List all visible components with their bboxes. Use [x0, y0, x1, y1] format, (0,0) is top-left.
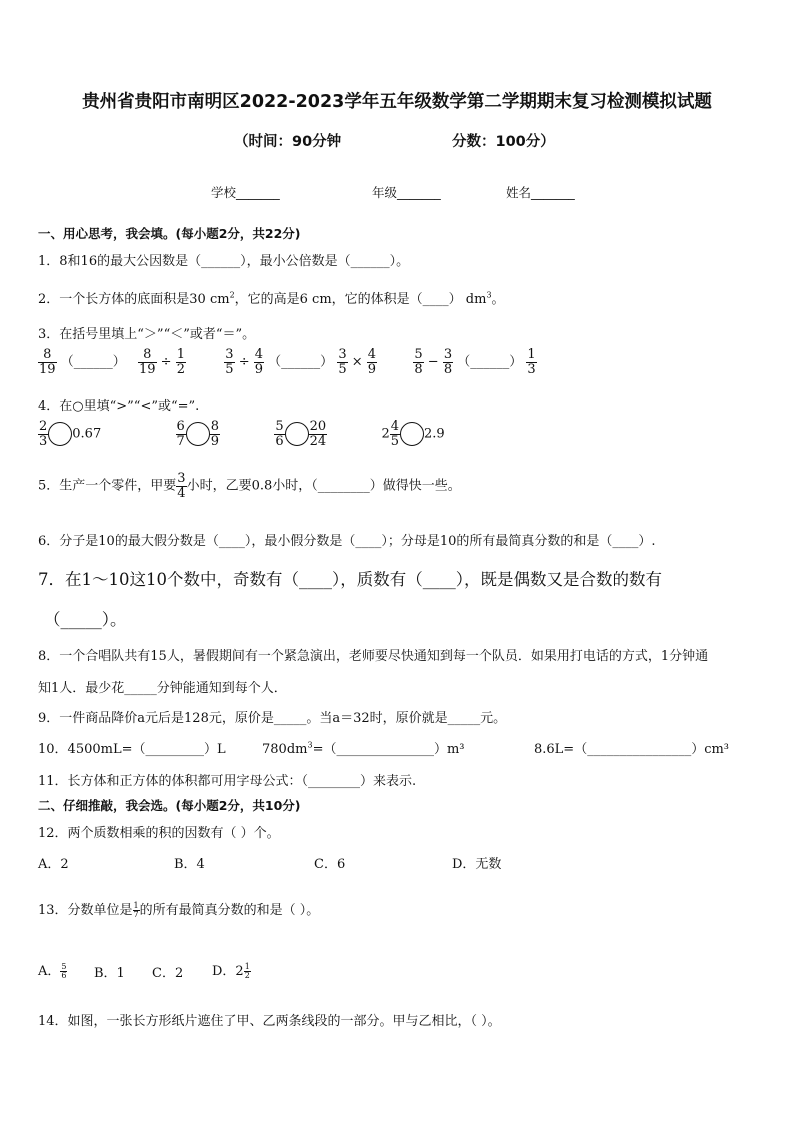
q12-option-c[interactable]: C．6: [314, 857, 346, 872]
question-12-stem: 12．两个质数相乘的积的因数有（ ）个。: [38, 826, 280, 841]
q2-sup-1: 2: [229, 290, 235, 300]
time-label: （时间：90分钟: [234, 134, 342, 150]
q13-option-d[interactable]: [212, 960, 251, 980]
section-2-heading: 二、仔细推敲，我会选。(每小题2分，共10分): [38, 798, 301, 813]
q5-text-pre: 5．生产一个零件，甲要: [38, 478, 177, 494]
q3-frac-f: $\frac{1}{3}$: [527, 347, 536, 377]
q4-frac-b2: $\frac{8}{9}$: [210, 419, 220, 449]
score-label: 分数：100分）: [452, 134, 555, 150]
question-7-line-1: 7．在1～10这10个数中，奇数有（____），质数有（____），既是偶数又是合数的数有: [38, 570, 662, 589]
question-10-b: [262, 738, 465, 757]
compare-circle-c[interactable]: [285, 422, 309, 446]
q13-option-c[interactable]: C．2: [152, 966, 184, 981]
q3-blank-e[interactable]: （______）: [457, 354, 523, 370]
q13-d-label: D．2: [212, 964, 244, 979]
q3-frac-b2: $\frac{1}{2}$: [176, 347, 185, 377]
question-8-line-2: 知1人．最少花_____分钟能通知到每个人．: [38, 681, 287, 696]
q2-sup-2: 3: [486, 290, 492, 300]
question-7-line-2: （_____）。: [44, 610, 127, 629]
q13-a-label: A．: [38, 964, 61, 979]
q13-option-b[interactable]: B．1: [94, 966, 125, 981]
q4-value-a: 0.67: [72, 426, 102, 442]
q5-frac: $\frac{3}{4}$: [177, 471, 186, 501]
page-title: 贵州省贵阳市南明区2022-2023学年五年级数学第二学期期末复习检测模拟试题: [82, 92, 712, 112]
q4-frac-c1: $\frac{5}{6}$: [275, 419, 284, 449]
q13-text-post: 的所有最简真分数的和是（ ）。: [139, 903, 320, 918]
compare-circle-b[interactable]: [186, 422, 210, 446]
q3-blank-c[interactable]: （______）: [268, 354, 334, 370]
question-1: 1．8和16的最大公因数是（______），最小公倍数是（______）。: [38, 254, 410, 269]
q12-option-d[interactable]: D．无数: [452, 857, 502, 872]
q4-frac-c2: $\frac{20}{24}$: [309, 419, 327, 449]
q10-b-sup: 3: [307, 740, 313, 750]
question-2: [38, 288, 505, 307]
q13-a-frac: $\frac{5}{6}$: [61, 961, 67, 980]
q13-d-frac: $\frac{1}{2}$: [244, 961, 250, 980]
q10-b-pre: 780dm: [262, 742, 308, 757]
q13-text-pre: 13．分数单位是: [38, 903, 133, 918]
question-14: 14．如图，一张长方形纸片遮住了甲、乙两条线段的一部分。甲与乙相比，（ ）。: [38, 1014, 501, 1029]
q4-whole-d: 2: [381, 426, 390, 442]
q12-option-b[interactable]: B．4: [174, 857, 205, 872]
compare-circle-d[interactable]: [400, 422, 424, 446]
question-6: 6．分子是10的最大假分数是（____），最小假分数是（____）；分母是10的所有最简真分数的和是（____）.: [38, 534, 656, 549]
q12-option-a[interactable]: A．2: [38, 857, 69, 872]
q3-frac-d2: $\frac{4}{9}$: [367, 347, 377, 377]
q10-b-post: =（_______________）m³: [312, 742, 465, 757]
question-11: 11．长方体和正方体的体积都可用字母公式：（________）来表示.: [38, 774, 417, 789]
q4-frac-b1: $\frac{6}{7}$: [176, 419, 185, 449]
q3-frac-c2: $\frac{4}{9}$: [254, 347, 264, 377]
q3-op-d: ×: [351, 354, 363, 370]
question-13-stem: [38, 899, 319, 919]
q5-text-post: 小时，乙要0.8小时，（________）做得快一些。: [186, 478, 461, 494]
q3-op-e: −: [427, 354, 439, 370]
q3-op-c: ÷: [238, 354, 250, 370]
section-1-heading: 一、用心思考，我会填。(每小题2分，共22分): [38, 226, 301, 241]
q4-value-d: 2.9: [424, 426, 445, 442]
q3-frac-e1: $\frac{5}{8}$: [414, 347, 423, 377]
q3-frac-d1: $\frac{3}{5}$: [338, 347, 347, 377]
q3-blank-a[interactable]: （______）: [60, 354, 126, 370]
question-5: [38, 472, 461, 500]
q4-frac-a: $\frac{2}{3}$: [39, 419, 48, 449]
name-field[interactable]: 姓名_______: [506, 185, 575, 200]
question-10-a: 10．4500mL=（_________）L: [38, 742, 226, 757]
question-10-c: 8.6L=（________________）cm³: [534, 742, 730, 757]
question-3-stem: 3．在括号里填上“＞”“＜”或者“＝”。: [38, 327, 256, 342]
school-field[interactable]: 学校_______: [211, 185, 280, 200]
q3-frac-e2: $\frac{3}{8}$: [443, 347, 453, 377]
question-4-items: [38, 420, 445, 448]
compare-circle-a[interactable]: [48, 422, 72, 446]
q13-option-a[interactable]: [38, 960, 67, 980]
q2-text-mid: ，它的高是6 cm，它的体积是（____） dm: [234, 292, 487, 307]
q13-frac: $\frac{1}{7}$: [133, 900, 139, 919]
q3-frac-c1: $\frac{3}{5}$: [225, 347, 234, 377]
q3-frac-a: $\frac{8}{19}$: [39, 347, 56, 377]
q2-text-post: 。: [491, 292, 505, 307]
q3-op-b: ÷: [160, 354, 172, 370]
question-3-items: [38, 348, 537, 376]
q4-frac-d: $\frac{4}{5}$: [390, 419, 400, 449]
question-4-stem: 4．在○里填“>”“<”或“=”.: [38, 399, 200, 414]
q2-text-pre: 2．一个长方体的底面积是30 cm: [38, 292, 230, 307]
question-9: 9．一件商品降价a元后是128元，原价是_____。当a＝32时，原价就是_____元。: [38, 711, 507, 726]
grade-field[interactable]: 年级_______: [372, 185, 441, 200]
question-8-line-1: 8．一个合唱队共有15人，暑假期间有一个紧急演出，老师要尽快通知到每一个队员．如果用打电话的方式，1分钟通: [38, 649, 709, 664]
q3-frac-b1: $\frac{8}{19}$: [138, 347, 156, 377]
